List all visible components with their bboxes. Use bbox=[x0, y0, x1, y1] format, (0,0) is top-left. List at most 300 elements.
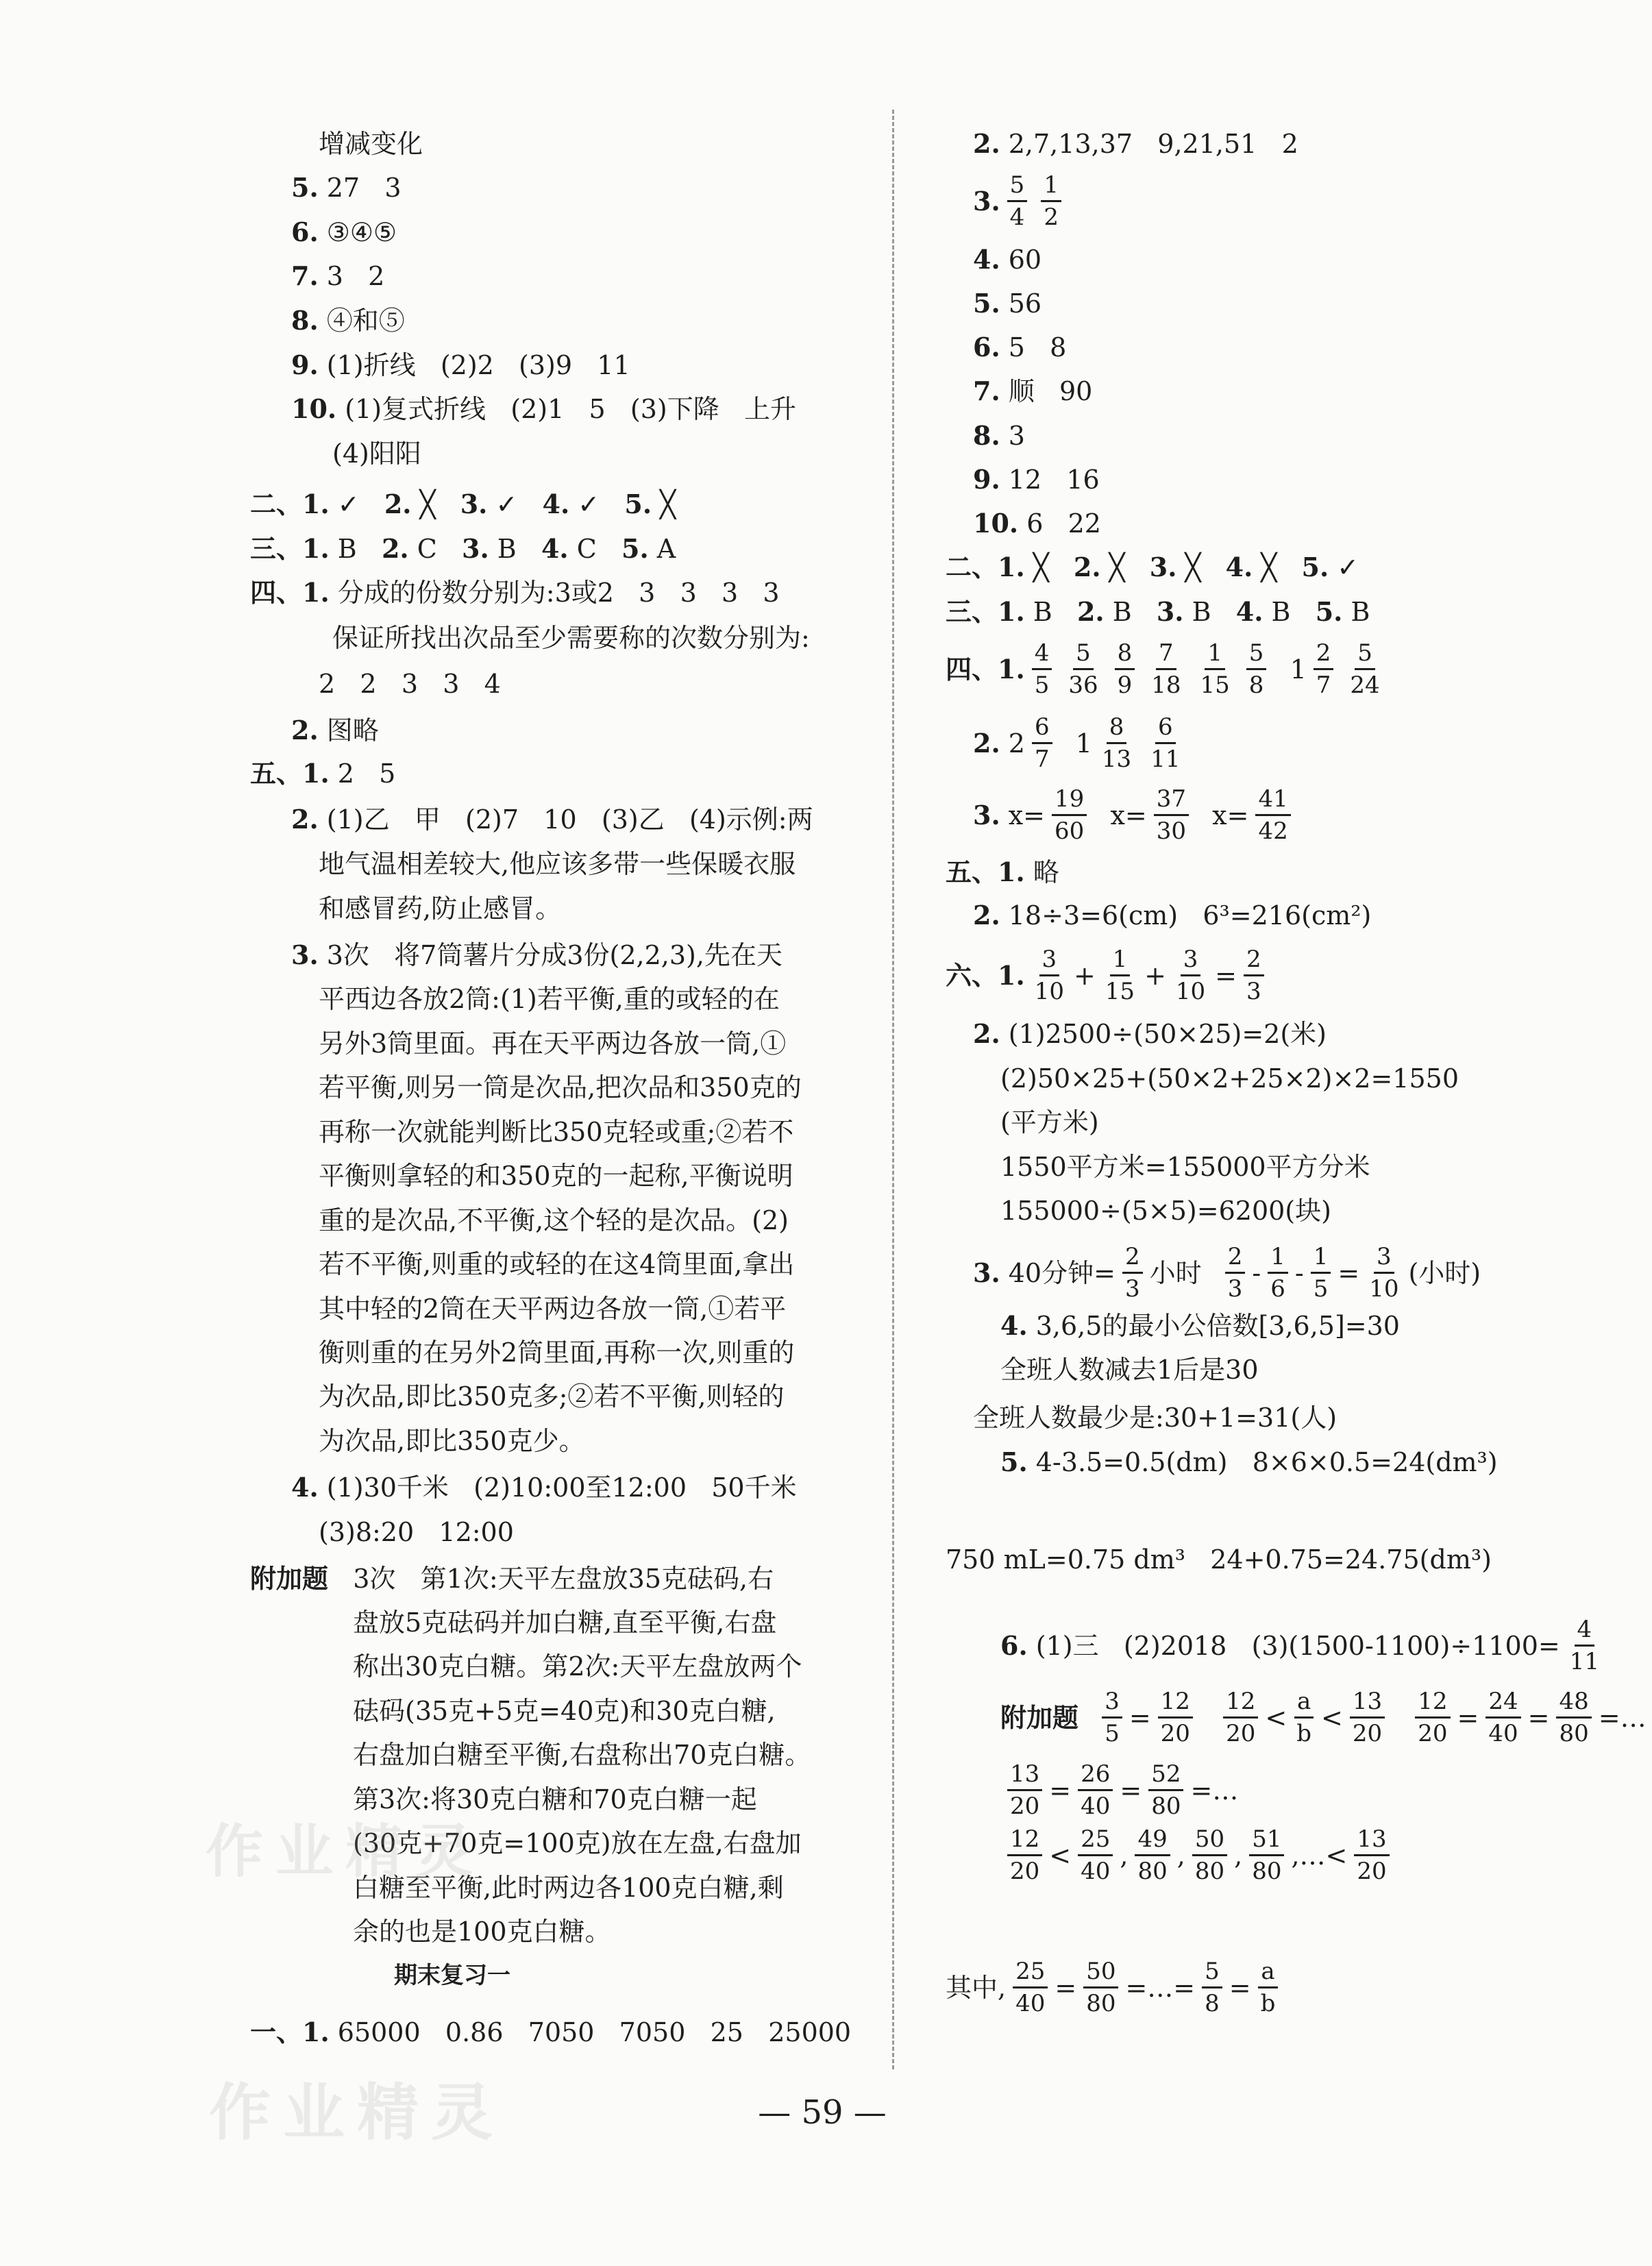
fraction bbox=[1115, 641, 1135, 698]
watermark-2: 作业精灵 bbox=[209, 2077, 505, 2149]
fraction-numerator: 26 bbox=[1078, 1762, 1113, 1791]
answer-text: 为次品,即比350克少。 bbox=[319, 1426, 585, 1456]
fraction-denominator: 20 bbox=[1357, 1858, 1387, 1885]
answer-text: 27 3 bbox=[318, 173, 402, 203]
answer-text: =… bbox=[1598, 1702, 1647, 1733]
answer-text: 右盘加白糖至平衡,右盘称出70克白糖。 bbox=[353, 1740, 811, 1770]
fraction-denominator: 15 bbox=[1200, 672, 1230, 699]
answer-line bbox=[319, 894, 561, 924]
answer-text: ╳ bbox=[1253, 552, 1302, 582]
item-number: 4. bbox=[1235, 596, 1263, 627]
answer-line bbox=[250, 1564, 774, 1594]
answer-line bbox=[332, 623, 810, 653]
item-number: 1. bbox=[998, 653, 1025, 685]
fraction-numerator: 25 bbox=[1013, 1959, 1048, 1988]
fraction-denominator: 20 bbox=[1418, 1720, 1448, 1747]
answer-text: x= bbox=[1196, 800, 1249, 830]
answer-text: = bbox=[1215, 960, 1237, 991]
fraction-numerator: 48 bbox=[1556, 1689, 1591, 1719]
answer-text: 地气温相差较大,他应该多带一些保暖衣服 bbox=[319, 849, 796, 879]
answer-text: 其中, bbox=[946, 1972, 1007, 2003]
answer-text: x= bbox=[1094, 800, 1147, 830]
answer-line bbox=[291, 217, 397, 247]
item-number: 4. bbox=[1225, 552, 1253, 582]
answer-text: (1)2500÷(50×25)=2(米) bbox=[1000, 1019, 1327, 1049]
answer-line bbox=[353, 1696, 776, 1726]
fraction bbox=[1556, 1689, 1591, 1746]
answer-line bbox=[291, 261, 384, 291]
fraction-denominator: 60 bbox=[1055, 817, 1085, 845]
fraction bbox=[1099, 715, 1134, 772]
answer-line bbox=[291, 940, 782, 970]
fraction-denominator: 40 bbox=[1081, 1858, 1111, 1885]
fraction bbox=[1192, 1827, 1227, 1884]
answer-text: (1)乙 甲 (2)7 10 (3)乙 (4)示例:两 bbox=[318, 804, 813, 835]
answer-line bbox=[319, 1517, 514, 1547]
item-number: 5. bbox=[621, 533, 649, 564]
section-label: 五、 bbox=[250, 759, 303, 789]
item-number: 2. bbox=[1073, 552, 1101, 582]
item-number: 1. bbox=[998, 552, 1025, 582]
fraction-denominator: b bbox=[1260, 1990, 1276, 2017]
item-number: 3. bbox=[973, 185, 1000, 217]
answer-text: 第3次:将30克白糖和70克白糖一起 bbox=[353, 1784, 757, 1814]
item-number: 2. bbox=[973, 900, 1000, 931]
fraction-numerator: 13 bbox=[1007, 1762, 1042, 1791]
fraction-denominator: 10 bbox=[1034, 978, 1064, 1005]
answer-line bbox=[1000, 1827, 1396, 1884]
answer-text: , bbox=[1120, 1840, 1129, 1871]
answer-text: = bbox=[1527, 1702, 1550, 1733]
item-number: 2. bbox=[973, 1018, 1000, 1049]
fraction bbox=[1007, 1762, 1042, 1819]
fraction bbox=[1567, 1617, 1602, 1674]
fraction-denominator: 5 bbox=[1034, 672, 1050, 699]
item-number: 6. bbox=[1000, 1629, 1028, 1661]
answer-text: 再称一次就能判断比350克轻或重;②若不 bbox=[319, 1117, 794, 1147]
fraction bbox=[1198, 641, 1233, 698]
item-number: 5. bbox=[1000, 1446, 1028, 1477]
answer-text: (4)阳阳 bbox=[332, 439, 421, 469]
answer-line bbox=[319, 1205, 789, 1235]
answer-line bbox=[1000, 1762, 1238, 1819]
item-number: 4. bbox=[542, 489, 570, 519]
fraction-numerator: 5 bbox=[1355, 641, 1375, 670]
fraction-denominator: 11 bbox=[1569, 1648, 1599, 1675]
answer-text: 若不平衡,则重的或轻的在这4筒里面,拿出 bbox=[319, 1249, 795, 1279]
answer-line bbox=[973, 1019, 1327, 1049]
answer-text: + bbox=[1144, 960, 1166, 991]
fraction bbox=[1083, 1959, 1118, 2016]
fraction-denominator: 20 bbox=[1010, 1793, 1040, 1820]
answer-line bbox=[973, 465, 1100, 495]
answer-line bbox=[1000, 1063, 1459, 1094]
answer-line bbox=[353, 1608, 776, 1638]
answer-text bbox=[1200, 1703, 1216, 1733]
fraction bbox=[1268, 1244, 1288, 1301]
item-number: 2. bbox=[291, 715, 319, 746]
fraction-denominator: 20 bbox=[1010, 1858, 1040, 1885]
item-number: 1. bbox=[302, 2017, 330, 2047]
item-number: 4. bbox=[541, 533, 569, 564]
fraction bbox=[1202, 1959, 1222, 2016]
fraction-denominator: 11 bbox=[1150, 746, 1181, 773]
answer-line bbox=[973, 900, 1371, 931]
answer-line bbox=[319, 1117, 793, 1147]
fraction-numerator: 5 bbox=[1073, 641, 1094, 670]
answer-line bbox=[319, 1072, 802, 1103]
answer-text: = bbox=[1049, 1775, 1072, 1806]
fraction-numerator: 2 bbox=[1225, 1244, 1246, 1274]
answer-line bbox=[250, 534, 676, 564]
answer-text: 1550平方米=155000平方分米 bbox=[1000, 1152, 1370, 1182]
answer-line bbox=[319, 1249, 794, 1279]
item-number: 8. bbox=[973, 420, 1000, 451]
fraction-numerator: 50 bbox=[1192, 1827, 1227, 1856]
section-label: 三、 bbox=[250, 534, 303, 564]
item-number: 9. bbox=[291, 349, 319, 380]
fraction-numerator: 12 bbox=[1415, 1689, 1450, 1719]
answer-text: 40分钟= bbox=[1000, 1257, 1115, 1288]
fraction-denominator: 40 bbox=[1015, 1990, 1046, 2017]
fraction-denominator: 20 bbox=[1352, 1720, 1383, 1747]
answer-text: 小时 bbox=[1149, 1257, 1218, 1288]
answer-text: 分成的份数分别为:3或2 3 3 3 3 bbox=[329, 578, 780, 608]
answer-text: 衡则重的在另外2筒里面,再称一次,则重的 bbox=[319, 1338, 795, 1368]
fraction bbox=[1350, 1689, 1385, 1746]
fraction bbox=[1032, 641, 1052, 698]
answer-line bbox=[973, 715, 1189, 772]
answer-line bbox=[319, 1029, 786, 1059]
fraction-denominator: 3 bbox=[1124, 1275, 1140, 1303]
section-label: 三、 bbox=[946, 597, 998, 627]
answer-text: 其中轻的2筒在天平两边各放一筒,①若平 bbox=[319, 1294, 787, 1324]
fraction-numerator: 4 bbox=[1032, 641, 1052, 670]
answer-text: < bbox=[1320, 1702, 1343, 1733]
fraction-denominator: 8 bbox=[1205, 1990, 1220, 2017]
fraction-denominator: 7 bbox=[1316, 672, 1331, 699]
answer-text: = bbox=[1229, 1972, 1251, 2003]
answer-text: x= bbox=[1000, 800, 1046, 830]
answer-line bbox=[1000, 1355, 1259, 1385]
answer-line bbox=[319, 669, 501, 699]
answer-line bbox=[319, 1294, 786, 1324]
answer-text: C bbox=[408, 534, 463, 564]
section-label: 四、 bbox=[946, 654, 998, 685]
answer-text: 2 bbox=[1000, 728, 1025, 759]
fraction bbox=[1102, 1689, 1122, 1746]
answer-line bbox=[291, 804, 813, 835]
answer-line bbox=[973, 376, 1092, 406]
fraction bbox=[1007, 1827, 1042, 1884]
fraction-numerator: 3 bbox=[1181, 947, 1201, 976]
fraction bbox=[1122, 1244, 1143, 1301]
answer-text: B bbox=[1183, 597, 1236, 627]
fraction-numerator: 2 bbox=[1244, 947, 1264, 976]
answer-text: 1 bbox=[1273, 654, 1307, 685]
fraction-numerator: 3 bbox=[1102, 1689, 1122, 1719]
fraction-denominator: 80 bbox=[1252, 1858, 1282, 1885]
fraction-denominator: 40 bbox=[1081, 1793, 1111, 1820]
fraction bbox=[1311, 1244, 1331, 1301]
answer-text: 顺 90 bbox=[1000, 376, 1093, 406]
fraction bbox=[1354, 1827, 1389, 1884]
answer-line bbox=[319, 1381, 785, 1412]
answer-text: 全班人数最少是:30+1=31(人) bbox=[973, 1403, 1337, 1433]
fraction bbox=[1148, 715, 1183, 772]
fraction bbox=[1102, 947, 1137, 1004]
answer-text: 平衡则拿轻的和350克的一起称,平衡说明 bbox=[319, 1161, 793, 1191]
fraction bbox=[1032, 715, 1052, 772]
answer-line bbox=[1000, 1152, 1370, 1182]
item-number: 2. bbox=[1076, 596, 1105, 627]
answer-text: ✓ bbox=[329, 489, 384, 519]
answer-text: 18÷3=6(cm) 6³=216(cm²) bbox=[1000, 900, 1372, 931]
answer-line bbox=[250, 759, 395, 789]
answer-line bbox=[319, 1426, 585, 1456]
fraction bbox=[1249, 1827, 1284, 1884]
fraction-numerator: 6 bbox=[1155, 715, 1176, 744]
answer-line bbox=[1000, 1311, 1400, 1341]
answer-line bbox=[319, 129, 423, 159]
item-number: 1. bbox=[302, 533, 330, 564]
answer-text: 若平衡,则另一筒是次品,把次品和350克的 bbox=[319, 1072, 802, 1103]
answer-line bbox=[973, 245, 1041, 275]
answer-text: 白糖至平衡,此时两边各100克白糖,剩 bbox=[353, 1873, 784, 1903]
answer-text: 称出30克白糖。第2次:天平左盘放两个 bbox=[353, 1651, 802, 1682]
section-label: 四、 bbox=[250, 578, 303, 608]
fraction-numerator: 1 bbox=[1110, 947, 1131, 976]
answer-line bbox=[1000, 1689, 1647, 1746]
answer-text: + bbox=[1073, 960, 1096, 991]
answer-text: 1 bbox=[1059, 728, 1092, 759]
answer-line bbox=[291, 715, 379, 746]
fraction-numerator: 2 bbox=[1314, 641, 1334, 670]
fraction bbox=[1366, 1244, 1401, 1301]
answer-text: (1)30千米 (2)10:00至12:00 50千米 bbox=[318, 1473, 797, 1503]
item-number: 1. bbox=[998, 959, 1025, 991]
fraction bbox=[1032, 947, 1067, 1004]
fraction-numerator: 2 bbox=[1122, 1244, 1143, 1274]
watermark-1: 作业精灵 bbox=[206, 1818, 486, 1885]
answer-text: 4-3.5=0.5(dm) 8×6×0.5=24(dm³) bbox=[1027, 1447, 1498, 1477]
item-number: 7. bbox=[291, 260, 319, 291]
fraction bbox=[1052, 787, 1087, 843]
answer-text: < bbox=[1265, 1702, 1287, 1733]
answer-line bbox=[319, 1161, 793, 1191]
item-number: 6. bbox=[973, 332, 1000, 362]
answer-text: (1)折线 (2)2 (3)9 11 bbox=[318, 350, 630, 380]
fraction-numerator: 4 bbox=[1575, 1617, 1595, 1647]
answer-text: (平方米) bbox=[1000, 1107, 1099, 1137]
answer-line bbox=[973, 1403, 1337, 1433]
answer-line bbox=[291, 350, 630, 380]
section-label: 六、 bbox=[946, 960, 998, 991]
answer-text: A bbox=[648, 534, 676, 564]
answer-text: = bbox=[1337, 1257, 1360, 1288]
answer-line bbox=[291, 1473, 797, 1503]
answer-text: ╳ bbox=[411, 489, 460, 519]
fraction-numerator: 19 bbox=[1052, 787, 1087, 816]
fraction bbox=[1013, 1959, 1048, 2016]
fraction bbox=[1246, 641, 1267, 698]
answer-text: = bbox=[1120, 1775, 1142, 1806]
answer-text: 2 5 bbox=[329, 759, 396, 789]
fraction-denominator: 40 bbox=[1488, 1720, 1518, 1747]
answer-line bbox=[946, 641, 1390, 698]
answer-text: =…= bbox=[1125, 1972, 1196, 2003]
fraction bbox=[1173, 947, 1208, 1004]
answer-text: ╳ bbox=[1176, 552, 1226, 582]
fraction-numerator: 49 bbox=[1135, 1827, 1170, 1856]
fraction-denominator: 36 bbox=[1068, 672, 1098, 699]
answer-text: - bbox=[1294, 1257, 1304, 1288]
item-number: 9. bbox=[973, 464, 1000, 495]
item-number: 3. bbox=[462, 533, 489, 564]
answer-line bbox=[1000, 1107, 1099, 1137]
page-number: — 59 — bbox=[758, 2093, 887, 2132]
item-number: 6. bbox=[291, 217, 319, 247]
answer-line bbox=[946, 1544, 1492, 1575]
fraction bbox=[1158, 1689, 1193, 1746]
item-number: 1. bbox=[302, 577, 330, 608]
fraction-numerator: 3 bbox=[1039, 947, 1060, 976]
answer-line bbox=[319, 1338, 794, 1368]
column-divider bbox=[892, 110, 894, 2069]
answer-text: 重的是次品,不平衡,这个轻的是次品。(2) bbox=[319, 1205, 789, 1235]
item-number: 5. bbox=[1315, 596, 1343, 627]
answer-text: = bbox=[1129, 1702, 1151, 1733]
answer-text: 砝码(35克+5克=40克)和30克白糖, bbox=[353, 1696, 776, 1726]
fraction-denominator: 9 bbox=[1117, 672, 1133, 699]
fraction-numerator: a bbox=[1258, 1959, 1277, 1988]
fraction-numerator: 12 bbox=[1158, 1689, 1193, 1719]
answer-line bbox=[973, 421, 1025, 451]
fraction bbox=[1148, 641, 1183, 698]
answer-text: 12 16 bbox=[1000, 465, 1100, 495]
fraction-numerator: 3 bbox=[1374, 1244, 1394, 1274]
fraction-numerator: 1 bbox=[1205, 641, 1225, 670]
answer-line bbox=[973, 173, 1068, 230]
answer-text: 3次 第1次:天平左盘放35克砝码,右 bbox=[328, 1564, 774, 1594]
answer-line bbox=[946, 552, 1359, 582]
fraction-denominator: 4 bbox=[1009, 204, 1025, 231]
answer-text: 2 2 3 3 4 bbox=[319, 669, 501, 699]
fraction bbox=[1225, 1244, 1246, 1301]
answer-text: 为次品,即比350克多;②若不平衡,则轻的 bbox=[319, 1381, 785, 1412]
answer-line bbox=[973, 787, 1298, 843]
answer-text bbox=[1078, 1703, 1095, 1733]
fraction bbox=[1255, 787, 1290, 843]
answer-text: B bbox=[489, 534, 541, 564]
fraction bbox=[1258, 1959, 1279, 2016]
fraction-denominator: 18 bbox=[1151, 672, 1181, 699]
fraction bbox=[1135, 1827, 1170, 1884]
item-number: 7. bbox=[973, 375, 1000, 406]
answer-text: ④和⑤ bbox=[318, 306, 405, 336]
item-number: 3. bbox=[1149, 552, 1177, 582]
answer-text: 65000 0.86 7050 7050 25 25000 bbox=[329, 2017, 852, 2047]
item-number: 2. bbox=[973, 727, 1000, 759]
fraction-numerator: 41 bbox=[1255, 787, 1290, 816]
item-number: 10. bbox=[291, 393, 337, 424]
answer-line bbox=[1000, 1196, 1331, 1226]
fraction-numerator: 7 bbox=[1156, 641, 1176, 670]
answer-text: 保证所找出次品至少需要称的次数分别为: bbox=[332, 623, 810, 653]
answer-text: B bbox=[1342, 597, 1370, 627]
section-label: 二、 bbox=[946, 552, 998, 582]
answer-line bbox=[319, 849, 796, 879]
fraction-denominator: 20 bbox=[1160, 1720, 1190, 1747]
answer-text: 6 22 bbox=[1018, 508, 1101, 539]
answer-text: =… bbox=[1190, 1775, 1239, 1806]
answer-text: B bbox=[1263, 597, 1316, 627]
answer-text: ③④⑤ bbox=[318, 217, 397, 247]
item-number: 5. bbox=[1301, 552, 1329, 582]
fraction-numerator: 8 bbox=[1107, 715, 1127, 744]
answer-text: 155000÷(5×5)=6200(块) bbox=[1000, 1196, 1331, 1226]
answer-text: 5 8 bbox=[1000, 332, 1067, 362]
fraction-numerator: 50 bbox=[1083, 1959, 1118, 1988]
answer-text: (1)三 (2)2018 (3)(1500-1100)÷1100= bbox=[1027, 1630, 1560, 1661]
item-number: 3. bbox=[460, 489, 488, 519]
item-number: 4. bbox=[973, 244, 1000, 275]
item-number: 3. bbox=[291, 939, 319, 970]
answer-line bbox=[250, 578, 780, 608]
item-number: 5. bbox=[291, 172, 319, 203]
fraction-denominator: 80 bbox=[1559, 1720, 1589, 1747]
fraction-numerator: 5 bbox=[1246, 641, 1267, 670]
fraction-numerator: 1 bbox=[1268, 1244, 1288, 1274]
item-number: 2. bbox=[381, 533, 409, 564]
fraction-denominator: 80 bbox=[1137, 1858, 1168, 1885]
fraction-numerator: 51 bbox=[1249, 1827, 1284, 1856]
fraction-numerator: 1 bbox=[1311, 1244, 1331, 1274]
fraction bbox=[1041, 173, 1061, 230]
fraction-denominator: 24 bbox=[1350, 672, 1380, 699]
answer-text: ✓ bbox=[569, 489, 625, 519]
answer-text: 增减变化 bbox=[319, 129, 423, 159]
answer-line bbox=[250, 2017, 851, 2047]
fraction-numerator: 8 bbox=[1115, 641, 1135, 670]
answer-text: B bbox=[1024, 597, 1077, 627]
answer-text: 略 bbox=[1024, 857, 1059, 887]
section-label: 一、 bbox=[250, 2017, 303, 2047]
answer-text: ✓ bbox=[1329, 552, 1359, 582]
answer-text: 平西边各放2筒:(1)若平衡,重的或轻的在 bbox=[319, 984, 780, 1014]
item-number: 10. bbox=[973, 508, 1019, 539]
fraction bbox=[1294, 1689, 1314, 1746]
fraction-denominator: 80 bbox=[1086, 1990, 1116, 2017]
fraction-numerator: 37 bbox=[1154, 787, 1189, 816]
fraction-numerator: 13 bbox=[1354, 1827, 1389, 1856]
answer-text: B bbox=[1104, 597, 1157, 627]
answer-line bbox=[1000, 1617, 1609, 1674]
fraction-numerator: 52 bbox=[1148, 1762, 1183, 1791]
answer-text: (2)50×25+(50×2+25×2)×2=1550 bbox=[1000, 1063, 1459, 1094]
answer-line bbox=[973, 508, 1101, 539]
fraction bbox=[1007, 173, 1028, 230]
answer-text: (小时) bbox=[1408, 1257, 1481, 1288]
answer-line bbox=[1000, 1447, 1498, 1477]
fraction-denominator: 5 bbox=[1313, 1275, 1329, 1303]
answer-text: 盘放5克砝码并加白糖,直至平衡,右盘 bbox=[353, 1608, 777, 1638]
answer-line bbox=[973, 1244, 1481, 1301]
item-number: 3. bbox=[1156, 596, 1184, 627]
item-number: 1. bbox=[998, 857, 1025, 887]
section-label: 五、 bbox=[946, 857, 998, 887]
answer-line bbox=[353, 1651, 802, 1682]
